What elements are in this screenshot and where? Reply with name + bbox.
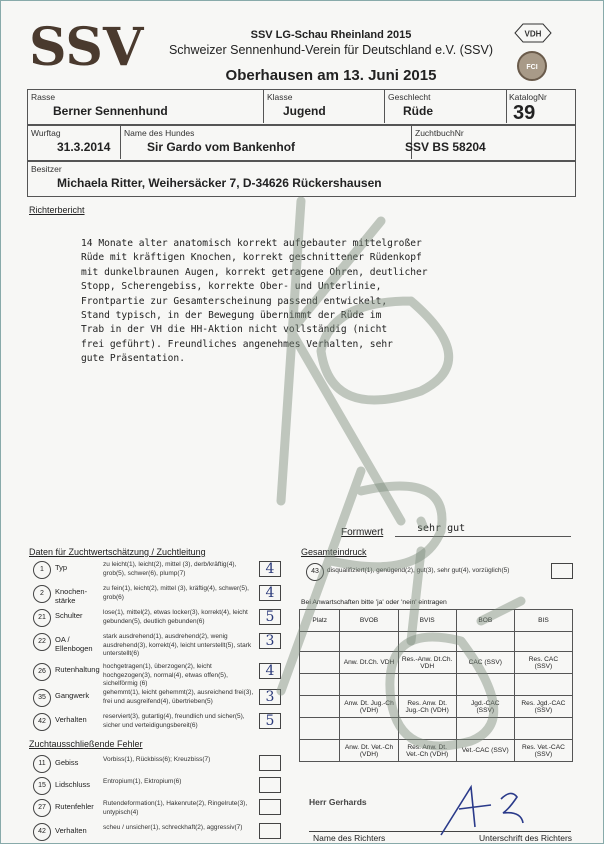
- besitzer-value: Michaela Ritter, Weihersäcker 7, D-34626 Rückershausen: [57, 176, 382, 190]
- svg-text:FCI: FCI: [526, 64, 538, 71]
- aw-cell[interactable]: [300, 718, 340, 740]
- aw-cell[interactable]: [300, 740, 340, 762]
- fehler-row-options: Vorbiss(1), Rückbiss(6); Kreuzbiss(7): [103, 756, 211, 763]
- zucht-row-name: Knochen- stärke: [55, 587, 88, 605]
- fehler-row-num: 11: [33, 755, 51, 773]
- zucht-row-num: 2: [33, 585, 51, 603]
- aw-header: BVOB: [340, 610, 398, 632]
- aw-header: BIS: [514, 610, 572, 632]
- aw-header: BVIS: [398, 610, 456, 632]
- rasse-value: Berner Sennenhund: [53, 104, 168, 118]
- zucht-row-num: 22: [33, 633, 51, 651]
- aw-cell: Res.-Anw. Dt.Ch. VDH: [398, 652, 456, 674]
- wurftag-value: 31.3.2014: [57, 140, 111, 154]
- zucht-row-options: reserviert(3), gutartig(4), freundlich und sicher(5), sicher und verteidigungsbereit(6): [103, 713, 245, 729]
- aw-cell: Res. Vet.-CAC (SSV): [514, 740, 572, 762]
- formwert-value: sehr gut: [417, 523, 466, 534]
- club-name: Schweizer Sennenhund-Verein für Deutschland e.V. (SSV): [168, 43, 494, 57]
- zuchtbuch-value: SSV BS 58204: [405, 140, 486, 154]
- aw-cell: Vet.-CAC (SSV): [456, 740, 514, 762]
- aw-cell: Res. Anw. Dt. Vet.-Ch (VDH): [398, 740, 456, 762]
- wurftag-label: Wurftag: [31, 128, 61, 138]
- ssv-logo: [27, 17, 144, 78]
- rasse-label: Rasse: [31, 92, 56, 102]
- aw-cell[interactable]: [514, 632, 572, 652]
- aw-header: Platz: [300, 610, 340, 632]
- formwert-label: Formwert: [341, 527, 384, 538]
- fehler-title: Zuchtausschließende Fehler: [29, 739, 143, 749]
- gesamt-num: 43: [306, 563, 324, 581]
- aw-cell[interactable]: [398, 674, 456, 696]
- aw-cell[interactable]: [300, 696, 340, 718]
- geschlecht-value: Rüde: [403, 104, 433, 118]
- zucht-row-score[interactable]: 5: [259, 609, 281, 625]
- aw-cell[interactable]: [340, 632, 398, 652]
- zucht-row-score[interactable]: 4: [259, 585, 281, 601]
- fehler-row-box[interactable]: [259, 799, 281, 815]
- anwartschaften-table: [299, 609, 573, 762]
- katalog-label: KatalogNr: [509, 92, 547, 102]
- zucht-row-score[interactable]: 5: [259, 713, 281, 729]
- location-date: Oberhausen am 13. Juni 2015: [225, 67, 437, 84]
- svg-text:SSV: SSV: [29, 17, 144, 78]
- aw-cell[interactable]: [398, 718, 456, 740]
- judge-name-label: Name des Richters: [313, 833, 386, 843]
- zucht-row-score[interactable]: 4: [259, 663, 281, 679]
- besitzer-label: Besitzer: [31, 164, 62, 174]
- gesamt-score-box[interactable]: [551, 563, 573, 579]
- aw-cell[interactable]: [514, 718, 572, 740]
- fehler-row-num: 27: [33, 799, 51, 817]
- aw-cell: Res. Anw. Dt. Jug.-Ch (VDH): [398, 696, 456, 718]
- fehler-row-num: 15: [33, 777, 51, 795]
- gesamt-options: disqualifiziert(1), genügend(2), gut(3), sehr gut(4), vorzüglich(5): [327, 567, 510, 574]
- fehler-row-options: Entropium(1), Ektropium(6): [103, 778, 182, 785]
- aw-cell[interactable]: [300, 652, 340, 674]
- zucht-row-num: 35: [33, 689, 51, 707]
- aw-cell[interactable]: [514, 674, 572, 696]
- aw-cell[interactable]: [300, 632, 340, 652]
- judge-sig-label: Unterschrift des Richters: [479, 833, 573, 843]
- fehler-row-name: Gebiss: [55, 758, 79, 767]
- report-title: Richterbericht: [29, 205, 85, 215]
- svg-text:VDH: VDH: [524, 29, 542, 39]
- dog-name-value: Sir Gardo vom Bankenhof: [147, 140, 296, 154]
- judge-signature: [431, 779, 531, 839]
- zucht-row-options: stark ausdrehend(1), ausdrehend(2), wenig ausdrehend(3), korrekt(4), leicht unterstellt(5), stark unterstellt(6): [103, 633, 252, 657]
- klasse-label: Klasse: [267, 92, 293, 102]
- aw-cell[interactable]: [398, 632, 456, 652]
- zucht-row-options: zu leicht(1), leicht(2), mittel (3), derb/kräftig(4), grob(5), schwer(6), plump(7): [103, 561, 237, 577]
- aw-cell: Anw. Dt. Vet.-Ch (VDH): [340, 740, 398, 762]
- zucht-row-score[interactable]: 4: [259, 561, 281, 577]
- zucht-row-score[interactable]: 3: [259, 633, 281, 649]
- aw-cell: Res. Jgd.-CAC (SSV): [514, 696, 572, 718]
- fehler-row-options: scheu / unsicher(1), schreckhaft(2), aggressiv(7): [103, 824, 243, 831]
- aw-cell[interactable]: [456, 674, 514, 696]
- zucht-row-num: 42: [33, 713, 51, 731]
- anw-intro: Bei Anwartschaften bitte 'ja' oder 'nein' eintragen: [301, 599, 447, 606]
- fci-logo: [517, 51, 547, 81]
- fehler-row-box[interactable]: [259, 777, 281, 793]
- zucht-row-options: gehemmt(1), leicht gehemmt(2), ausreichend frei(3), frei und ausgreifend(4), übertrieben(5): [103, 689, 254, 705]
- aw-cell: Res. CAC (SSV): [514, 652, 572, 674]
- aw-header: BOB: [456, 610, 514, 632]
- fehler-row-box[interactable]: [259, 823, 281, 839]
- zucht-row-name: Schulter: [55, 611, 83, 620]
- zucht-row-score[interactable]: 3: [259, 689, 281, 705]
- zucht-row-name: Verhalten: [55, 715, 87, 724]
- event-title: SSV LG-Schau Rheinland 2015: [250, 29, 412, 41]
- zucht-row-options: lose(1), mittel(2), etwas locker(3), korrekt(4), leicht gebunden(5), deutlich gebunden(6): [103, 609, 248, 625]
- aw-cell[interactable]: [456, 632, 514, 652]
- zucht-row-options: hochgetragen(1), überzogen(2), leicht hochgezogen(3), normal(4), etwas offen(5), sichelförmig (6): [103, 663, 228, 687]
- vdh-logo: [513, 23, 553, 43]
- judge-name: Herr Gerhards: [309, 797, 367, 807]
- zucht-row-name: Gangwerk: [55, 691, 90, 700]
- name-label: Name des Hundes: [124, 128, 195, 138]
- zuchtbuch-label: ZuchtbuchNr: [415, 128, 464, 138]
- aw-cell[interactable]: [300, 674, 340, 696]
- gesamt-title: Gesamteindruck: [301, 547, 367, 557]
- aw-cell: Jgd.-CAC (SSV): [456, 696, 514, 718]
- klasse-value: Jugend: [283, 104, 326, 118]
- aw-cell[interactable]: [340, 718, 398, 740]
- report-text: 14 Monate alter anatomisch korrekt aufgebauter mittelgroßer Rüde mit kräftigen Knochen, korrekt geschnittener Rüdenkopf mit dunkelbraunen Augen, korrekt getragene Ohren, deutlicher Stopp, Scherengebiss, korrekte Ober- und Unterlinie, Frontpartie zur Gesamterscheinung passend entwickelt, Stand typisch, in der Bewegung übernimmt der Rüde im Trab in der VH die HH-Aktion nicht vollständig (nicht frei geführt). Freundliches angenehmes Verhalten, sehr gute Präsentation.: [81, 238, 428, 365]
- fehler-row-name: Rutenfehler: [55, 802, 94, 811]
- aw-cell: Anw. Dt.Ch. VDH: [340, 652, 398, 674]
- aw-cell[interactable]: [340, 674, 398, 696]
- zucht-row-name: Typ: [55, 563, 68, 572]
- zucht-row-num: 1: [33, 561, 51, 579]
- aw-cell[interactable]: [456, 718, 514, 740]
- fehler-row-options: Rutendeformation(1), Hakenrute(2), Ringelrute(3), untypisch(4): [103, 800, 248, 816]
- aw-cell: CAC (SSV): [456, 652, 514, 674]
- zucht-row-options: zu fein(1), leicht(2), mittel (3), kräftig(4), schwer(5), grob(6): [103, 585, 249, 601]
- zucht-row-name: Rutenhaltung: [55, 665, 100, 674]
- zucht-row-name: OA / Ellenbogen: [55, 635, 93, 653]
- zucht-row-num: 21: [33, 609, 51, 627]
- fehler-row-box[interactable]: [259, 755, 281, 771]
- fehler-row-name: Verhalten: [55, 826, 87, 835]
- katalog-value: 39: [513, 102, 536, 124]
- geschlecht-label: Geschlecht: [388, 92, 431, 102]
- aw-cell: Anw. Dt. Jug.-Ch (VDH): [340, 696, 398, 718]
- fehler-row-name: Lidschluss: [55, 780, 91, 789]
- zucht-row-num: 26: [33, 663, 51, 681]
- zucht-title: Daten für Zuchtwertschätzung / Zuchtleitung: [29, 547, 206, 557]
- fehler-row-num: 42: [33, 823, 51, 841]
